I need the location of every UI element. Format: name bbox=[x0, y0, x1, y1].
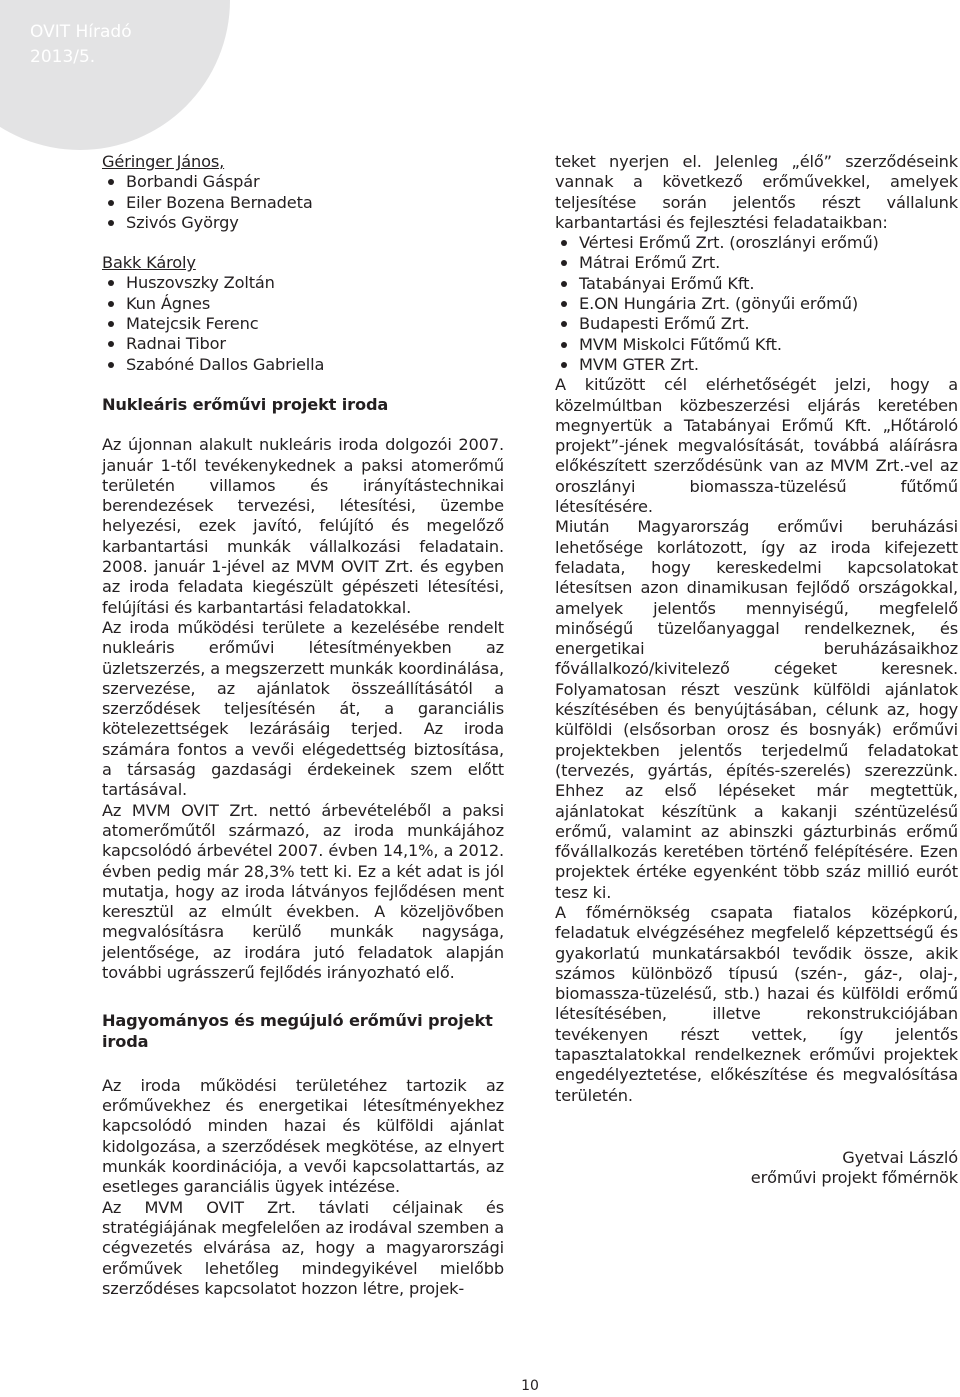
paragraph: Az iroda működési területe a kezelésébe rendelt nukleáris erőművi létesítményekben az üzletszerzés, a megszerzett munkák koordinálása, szervezése, az ajánlatok összeállításától a szerződések teljesítésén át, a garanciális kötelezettségek lezárásáig terjed. Az iroda számára fontos a vevői elégedettség biztosítása, a társaság gazdasági érdekeinek szem előtt tartásával. bbox=[102, 617, 504, 800]
list-item: MVM Miskolci Fűtőmű Kft. bbox=[579, 335, 958, 355]
paragraph: Az iroda működési területéhez tartozik az erőművekhez és energetikai létesítményekhez kapcsolódó minden hazai és külföldi ajánlat kidolgozása, a szerződések megkötése, az elnyert munkák koordinációja, a vevői kapcsolattartás, az esetleges garanciális ügyek intézése. bbox=[102, 1075, 504, 1197]
list-item: Eiler Bozena Bernadeta bbox=[126, 193, 504, 213]
publication-title: OVIT Híradó bbox=[30, 22, 132, 42]
list-item: MVM GTER Zrt. bbox=[579, 355, 958, 375]
page-number: 10 bbox=[521, 1378, 539, 1394]
signature bbox=[555, 1148, 958, 1189]
signature-name: Gyetvai László bbox=[842, 1147, 958, 1167]
publication-header bbox=[30, 20, 132, 70]
paragraph: Az MVM OVIT Zrt. nettó árbevételéből a paksi atomerőműtől származó, az iroda munkájához kapcsolódó árbevétel 2007. évben 14,1%, a 2012. évben pedig már 28,3% tett ki. Ez a két adat is jól mutatja, hogy az iroda látványos fejlődésen ment keresztül az elmúlt években. A közeljövőben megvalósításra kerülő munkák nagysága, jelentősége, az irodára jutó feladatok alapján további ugrásszerű fejlődés irányozható elő. bbox=[102, 800, 504, 982]
paragraph: Miután Magyarország erőművi beruházási lehetősége korlátozott, így az iroda kifejezett feladata, hogy kereskedelmi kapcsolatokat létesítsen azon dinamikusan fejlődő országokkal, amelyek jelentős mennyiségű, megfelelő minőségű tüzelőanyaggal rendelkeznek, és energetikai beruházásaikhoz fővállalkozó/kivitelező cégeket keresnek. Folyamatosan részt veszünk külföldi ajánlatok készítésében és benyújtásában, célunk az, hogy külföldi (elsősorban orosz és bosnyák) erőművi projektekben jelentős terjedelmű feladatokat (tervezés, gyártás, építés-szerelés) szerezzünk. Ehhez az első lépéseket már megtettük, ajánlatokat készítünk a kakanji széntüzelésű erőmű, valamint az abinszki gázturbinás erőmű fővállalkozás keretében történő felépítésére. Ezen projektek értéke egyenként több száz millió eurót tesz ki. bbox=[555, 517, 958, 902]
list-item: Matejcsik Ferenc bbox=[126, 314, 504, 334]
section-title-conventional: Hagyományos és megújuló erőművi projekt iroda bbox=[102, 1011, 493, 1051]
signature-role: erőművi projekt főmérnök bbox=[750, 1168, 958, 1188]
paragraph: teket nyerjen el. Jelenleg „élő” szerződéseink vannak a következő erőművekkel, amelyek teljesítése során jelentős részt vállalunk karbantartási és fejlesztési feladataikban: bbox=[555, 152, 958, 232]
list-item: Tatabányai Erőmű Kft. bbox=[579, 274, 958, 294]
paragraph: Az újonnan alakult nukleáris iroda dolgozói 2007. január 1-től tevékenykednek a paksi atomerőmű területén villamos és irányítástechnikai berendezések tervezési, létesítési, üzembe helyezési, ezek javító, felújító és megelőző karbantartási munkák vállalkozási feladatain. 2008. január 1-jével az MVM OVIT Zrt. és egyben az iroda feladata kiegészült gépészeti létesítési, felújítási és karbantartási feladatokkal. bbox=[102, 435, 504, 617]
group-head-2: Bakk Károly bbox=[102, 253, 196, 273]
right-column bbox=[555, 152, 958, 1189]
list-item: Budapesti Erőmű Zrt. bbox=[579, 314, 958, 334]
paragraph: A főmérnökség csapata fiatalos középkorú, feladatuk elvégzéséhez megfelelő képzettségű és gyakorlatú munkatársakból tevődik össze, akik számos különböző típusú (szén-, gáz-, olaj-, biomassza-tüzelésű, stb.) hazai és külföldi erőmű létesítésében, illetve rekonstrukciójában tevékenyen részt vettek, így jelentős tapasztalatokkal rendelkeznek erőművi projektek engedélyeztetése, előkészítése és megvalósítása területén. bbox=[555, 902, 958, 1105]
left-column bbox=[102, 152, 504, 1299]
power-plant-list bbox=[555, 233, 958, 375]
list-item: Szabóné Dallos Gabriella bbox=[126, 355, 504, 375]
paragraph: A kitűzött cél elérhetőségét jelzi, hogy a közelmúltban közbeszerzési eljárás keretében megnyertük a Tatabányai Erőmű Kft. „Hőtároló projekt”-jének megvalósítását, továbbá aláírásra előkészített szerződésünk van az MVM Zrt.-vel az oroszlányi biomassza-tüzelésű fűtőmű létesítésére. bbox=[555, 375, 958, 517]
list-item: Kun Ágnes bbox=[126, 294, 504, 314]
name-list-1 bbox=[102, 172, 504, 233]
list-item: Huszovszky Zoltán bbox=[126, 273, 504, 293]
publication-issue: 2013/5. bbox=[30, 47, 96, 67]
group-head-1: Géringer János, bbox=[102, 152, 225, 171]
paragraph: Az MVM OVIT Zrt. távlati céljainak és stratégiájának megfelelően az irodával szemben a cégvezetés elvárása az, hogy a magyarországi erőművek lehetőleg mindegyikével mielőbb szerződéses kapcsolatot hozzon létre, projek- bbox=[102, 1197, 504, 1298]
section-title-nuclear: Nukleáris erőművi projekt iroda bbox=[102, 394, 389, 414]
list-item: Vértesi Erőmű Zrt. (oroszlányi erőmű) bbox=[579, 233, 958, 253]
name-list-2 bbox=[102, 273, 504, 374]
list-item: Borbandi Gáspár bbox=[126, 172, 504, 192]
list-item: Mátrai Erőmű Zrt. bbox=[579, 253, 958, 273]
list-item: Radnai Tibor bbox=[126, 334, 504, 354]
list-item: Szivós György bbox=[126, 213, 504, 233]
list-item: E.ON Hungária Zrt. (gönyűi erőmű) bbox=[579, 294, 958, 314]
